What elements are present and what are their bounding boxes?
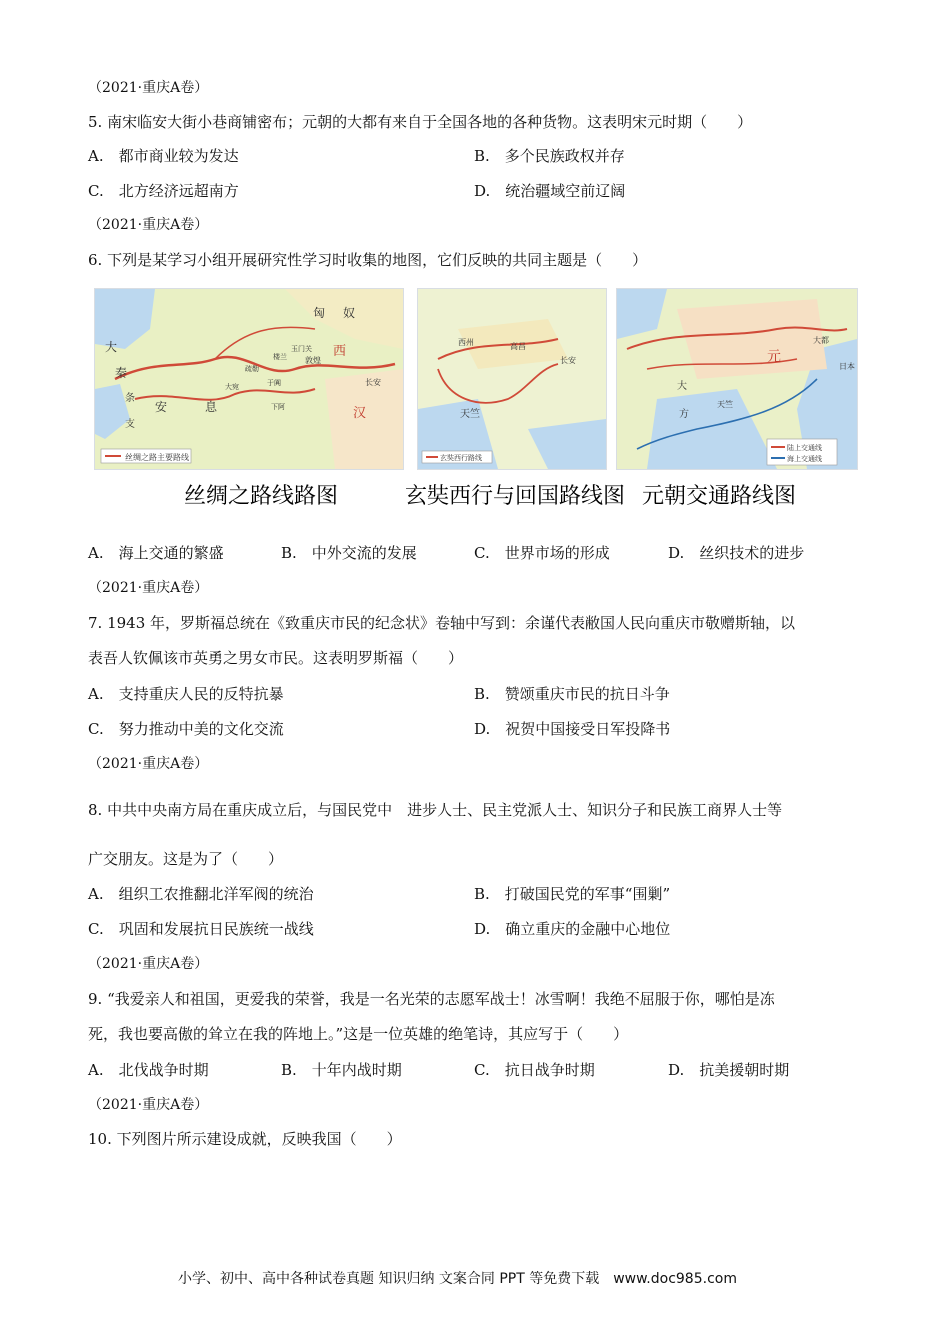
q9-option-d: D. 抗美援朝时期 (668, 1061, 790, 1079)
question-6-stem: 6. 下列是某学习小组开展研究性学习时收集的地图，它们反映的共同主题是（ ） (88, 251, 648, 269)
silk-road-caption: 丝绸之路线路图 (184, 484, 339, 509)
map-label: 长安 (365, 378, 381, 387)
q5-option-d: D. 统治疆域空前辽阔 (474, 182, 626, 200)
map-label: 下阿 (271, 403, 285, 411)
q7-option-b: B. 赞颂重庆市民的抗日斗争 (474, 685, 670, 703)
map-label: 元 (767, 349, 781, 365)
map-label: 支 (125, 419, 135, 430)
xuanzang-legend: 玄奘西行路线 (440, 454, 482, 462)
question-10-stem: 10. 下列图片所示建设成就，反映我国（ ） (88, 1130, 402, 1148)
q9-option-b: B. 十年内战时期 (281, 1061, 402, 1079)
map-label: 大 (105, 340, 118, 354)
map-label: 于阗 (267, 379, 281, 387)
yuan-legend-sea: 海上交通线 (787, 455, 822, 463)
map-label: 汉 (353, 406, 367, 421)
yuan-caption: 元朝交通路线图 (642, 484, 797, 509)
map-label: 大 (677, 381, 687, 392)
q8-option-a: A. 组织工农推翻北洋军阀的统治 (88, 885, 314, 903)
map-label: 秦 (115, 366, 128, 380)
yuan-transport-map (616, 288, 858, 470)
q9-option-c: C. 抗日战争时期 (474, 1061, 595, 1079)
silk-road-map (94, 288, 404, 470)
q6-option-c: C. 世界市场的形成 (474, 544, 610, 562)
map-label: 疏勒 (245, 365, 259, 373)
map-label: 西州 (458, 338, 474, 347)
question-9-stem-line1: 9. “我爱亲人和祖国，更爱我的荣誉，我是一名光荣的志愿军战士！冰雪啊！我绝不屈服于你，哪怕是冻 (88, 990, 775, 1008)
map-label: 敦煌 (305, 356, 321, 365)
question-7-stem-line2: 表吾人钦佩该市英勇之男女市民。这表明罗斯福（ ） (88, 649, 464, 667)
question-source: （2021·重庆A卷） (88, 217, 209, 233)
q5-option-c: C. 北方经济远超南方 (88, 182, 239, 200)
q8-option-b: B. 打破国民党的军事“围剿” (474, 885, 671, 903)
q5-option-b: B. 多个民族政权并存 (474, 147, 625, 165)
map-label: 息 (205, 400, 218, 414)
map-label: 大宛 (225, 383, 239, 391)
map-label: 楼兰 (273, 353, 287, 361)
question-source: （2021·重庆A卷） (88, 1097, 209, 1113)
question-source: （2021·重庆A卷） (88, 580, 209, 596)
q5-option-a: A. 都市商业较为发达 (88, 147, 239, 165)
q6-option-d: D. 丝织技术的进步 (668, 544, 805, 562)
q8-option-c: C. 巩固和发展抗日民族统一战线 (88, 920, 314, 938)
q9-option-a: A. 北伐战争时期 (88, 1061, 209, 1079)
map-label: 大都 (813, 336, 829, 345)
map-label: 玉门关 (291, 345, 312, 353)
map-label: 天竺 (460, 409, 480, 420)
question-source: （2021·重庆A卷） (88, 80, 209, 96)
yuan-legend-land: 陆上交通线 (787, 444, 822, 452)
map-label: 天竺 (717, 400, 733, 409)
question-9-stem-line2: 死，我也要高傲的耸立在我的阵地上。”这是一位英雄的绝笔诗，其应写于（ ） (88, 1025, 629, 1043)
map-label: 西 (333, 344, 347, 359)
q7-option-d: D. 祝贺中国接受日军投降书 (474, 720, 671, 738)
q8-option-d: D. 确立重庆的金融中心地位 (474, 920, 671, 938)
page-footer: 小学、初中、高中各种试卷真题 知识归纳 文案合同 PPT 等免费下载 www.doc985.com (178, 1271, 737, 1287)
q6-option-a: A. 海上交通的繁盛 (88, 544, 224, 562)
q6-option-b: B. 中外交流的发展 (281, 544, 417, 562)
map-label: 安 (155, 400, 168, 414)
map-label: 长安 (560, 356, 576, 365)
silk-road-legend: 丝绸之路主要路线 (125, 453, 189, 462)
map-label: 高昌 (510, 342, 526, 351)
map-label: 奴 (343, 306, 356, 320)
map-label: 匈 (313, 306, 326, 320)
q7-option-c: C. 努力推动中美的文化交流 (88, 720, 284, 738)
question-8-stem-line2: 广交朋友。这是为了（ ） (88, 850, 284, 868)
question-5-stem: 5. 南宋临安大街小巷商铺密布；元朝的大都有来自于全国各地的各种货物。这表明宋元时期（ ） (88, 113, 753, 131)
q7-option-a: A. 支持重庆人民的反特抗暴 (88, 685, 284, 703)
map-label: 方 (679, 409, 689, 420)
xuanzang-caption: 玄奘西行与回国路线图 (405, 484, 626, 509)
map-label: 条 (125, 393, 135, 404)
question-source: （2021·重庆A卷） (88, 756, 209, 772)
map-label: 日本 (839, 362, 855, 371)
question-7-stem-line1: 7. 1943 年，罗斯福总统在《致重庆市民的纪念状》卷轴中写到：余谨代表敝国人民向重庆市敬赠斯轴，以 (88, 614, 796, 632)
xuanzang-route-map (417, 288, 607, 470)
question-source: （2021·重庆A卷） (88, 956, 209, 972)
question-8-stem-line1: 8. 中共中央南方局在重庆成立后，与国民党中 进步人士、民主党派人士、知识分子和民族工商界人士等 (88, 801, 783, 819)
